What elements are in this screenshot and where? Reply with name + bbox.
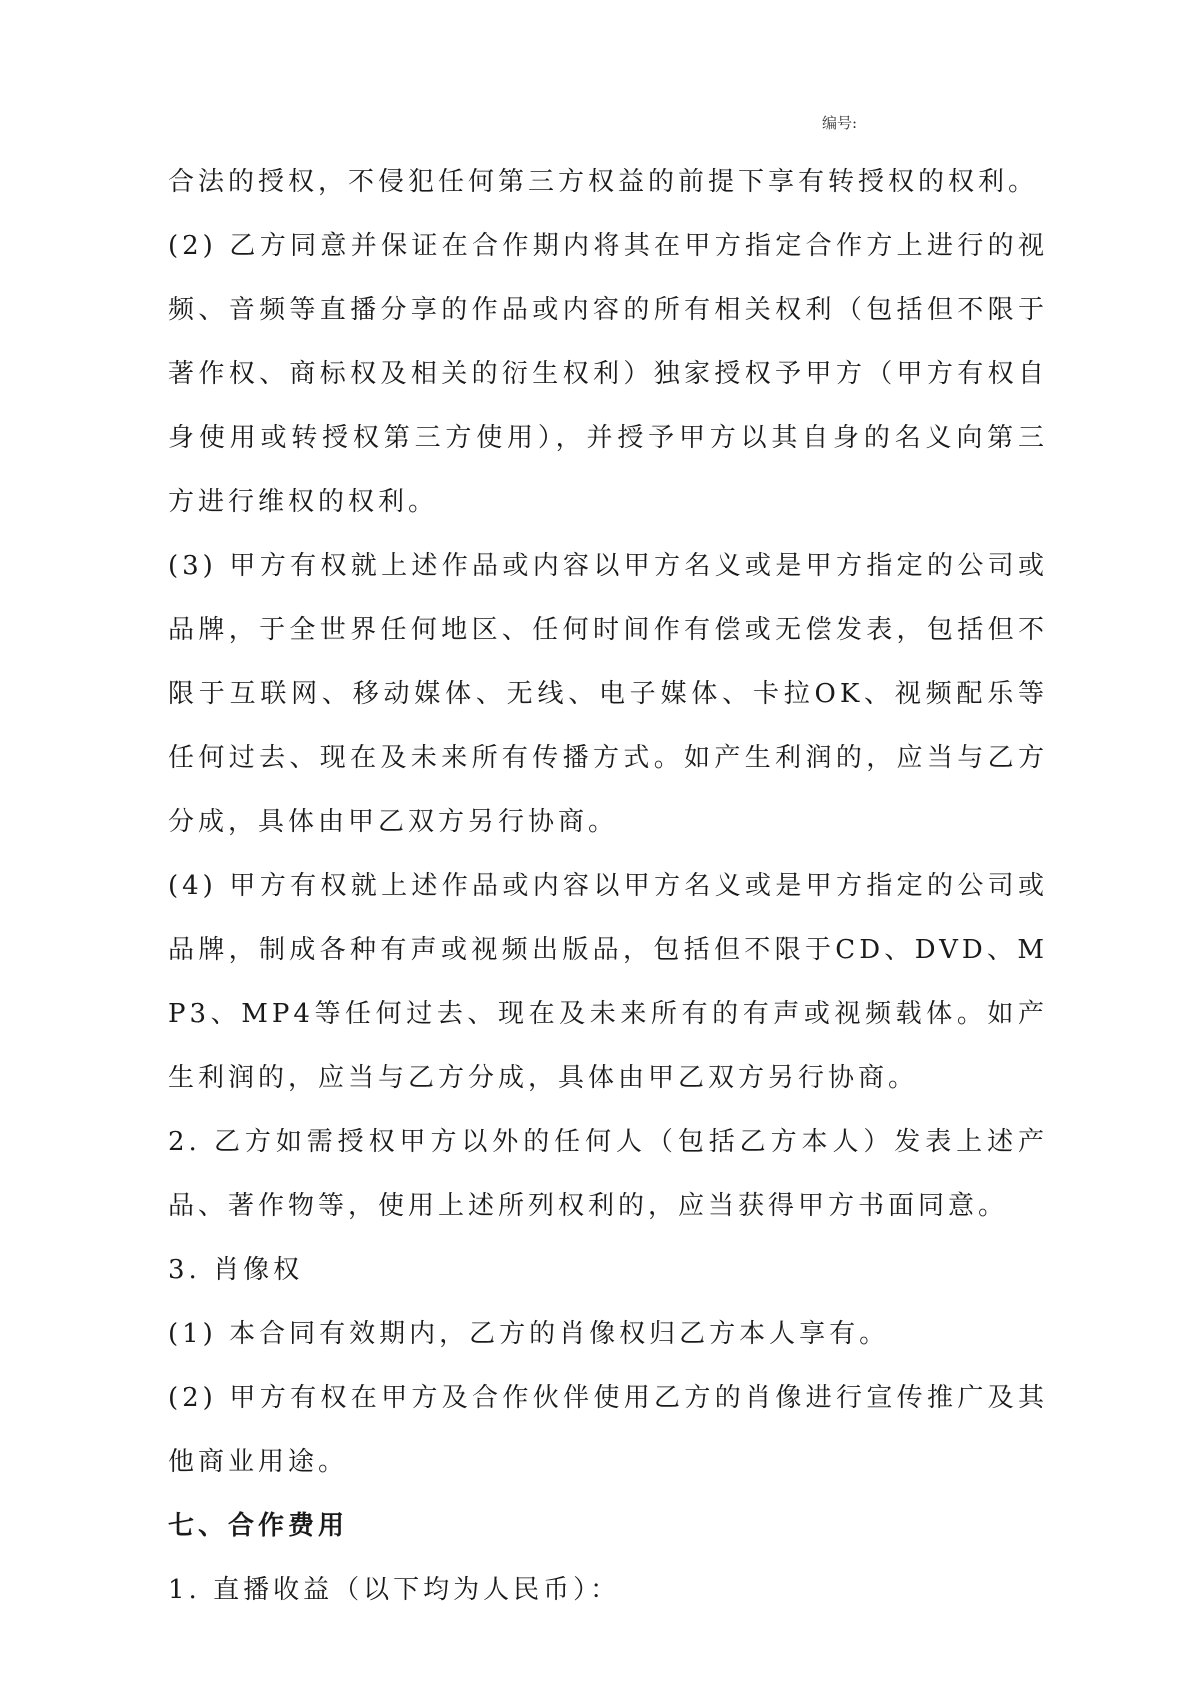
paragraph-live-revenue: 1. 直播收益（以下均为人民币）： bbox=[168, 1575, 621, 1605]
paragraph-portrait-clause-1: (1) 本合同有效期内，乙方的肖像权归乙方本人享有。 bbox=[168, 1319, 890, 1349]
section-heading-cooperation-fees: 七、合作费用 bbox=[168, 1511, 349, 1541]
document-body bbox=[168, 150, 1048, 1622]
paragraph-authorization-continued: 合法的授权，不侵犯任何第三方权益的前提下享有转授权的权利。 bbox=[168, 167, 1039, 197]
document-number-label: 编号: bbox=[822, 114, 858, 132]
paragraph-portrait-clause-2: (2) 甲方有权在甲方及合作伙伴使用乙方的肖像进行宣传推广及其他商业用途。 bbox=[168, 1383, 1048, 1477]
paragraph-item-3-portrait-rights: 3. 肖像权 bbox=[168, 1255, 304, 1285]
paragraph-clause-2: (2) 乙方同意并保证在合作期内将其在甲方指定合作方上进行的视频、音频等直播分享的作品或内容的所有相关权利（包括但不限于著作权、商标权及相关的衍生权利）独家授权予甲方（甲方有权自身使用或转授权第三方使用），并授予甲方以其自身的名义向第三方进行维权的权利。 bbox=[168, 231, 1048, 517]
paragraph-item-2: 2. 乙方如需授权甲方以外的任何人（包括乙方本人）发表上述产品、著作物等，使用上述所列权利的，应当获得甲方书面同意。 bbox=[168, 1127, 1048, 1221]
paragraph-clause-4: (4) 甲方有权就上述作品或内容以甲方名义或是甲方指定的公司或品牌，制成各种有声或视频出版品，包括但不限于CD、DVD、MP3、MP4等任何过去、现在及未来所有的有声或视频载体。如产生利润的，应当与乙方分成，具体由甲乙双方另行协商。 bbox=[168, 871, 1048, 1093]
paragraph-clause-3: (3) 甲方有权就上述作品或内容以甲方名义或是甲方指定的公司或品牌，于全世界任何地区、任何时间作有偿或无偿发表，包括但不限于互联网、移动媒体、无线、电子媒体、卡拉OK、视频配乐等任何过去、现在及未来所有传播方式。如产生利润的，应当与乙方分成，具体由甲乙双方另行协商。 bbox=[168, 551, 1048, 837]
